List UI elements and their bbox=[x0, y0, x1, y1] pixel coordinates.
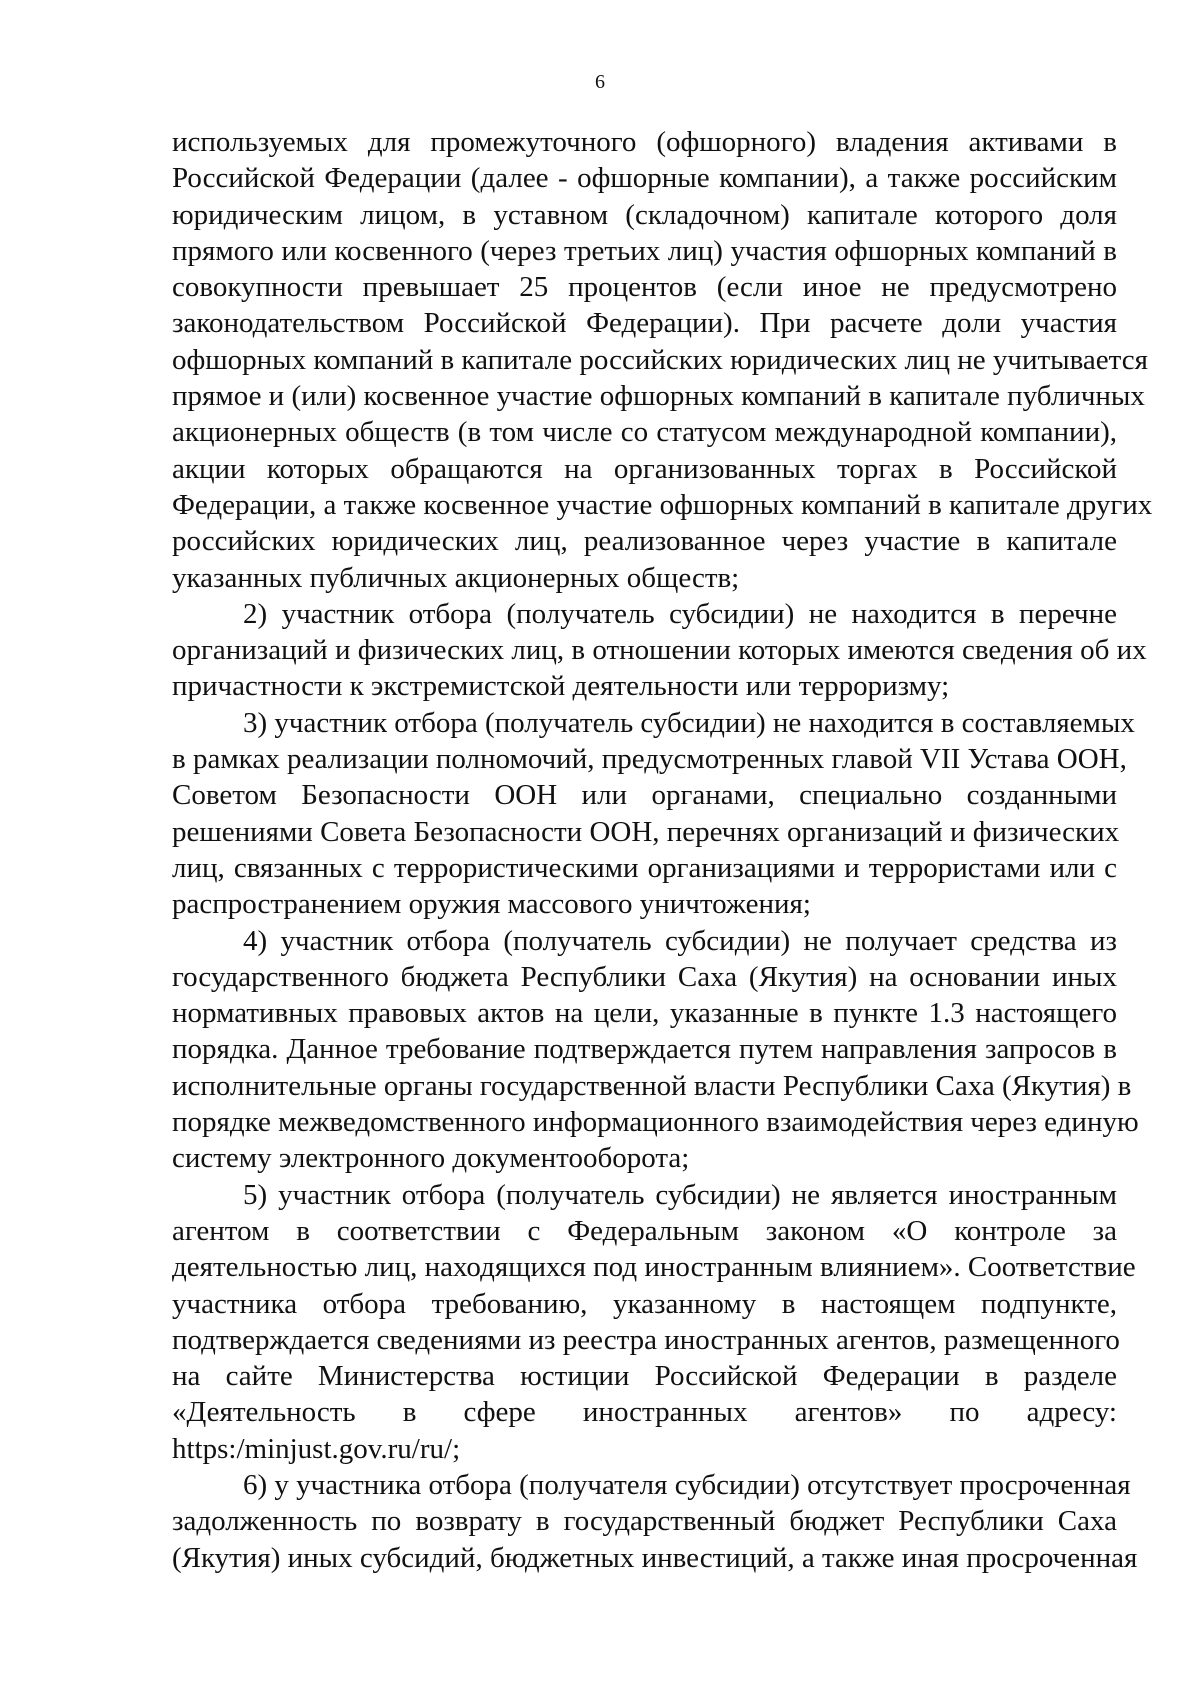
text-line: порядке межведомственного информационного взаимодействия через единую bbox=[172, 1106, 1139, 1139]
text-line: 2) участник отбора (получатель субсидии) не находится в перечне bbox=[243, 597, 1117, 630]
paragraph bbox=[172, 1177, 1136, 1467]
text-line: (Якутия) иных субсидий, бюджетных инвестиций, а также иная просроченная bbox=[172, 1541, 1138, 1574]
document-body bbox=[172, 124, 1153, 1576]
text-line: указанных публичных акционерных обществ; bbox=[172, 561, 740, 594]
text-line: https:/minjust.gov.ru/ru/; bbox=[172, 1432, 461, 1465]
text-line: Советом Безопасности ООН или органами, специально созданными bbox=[172, 779, 1117, 812]
text-line: акции которых обращаются на организованных торгах в Российской bbox=[172, 452, 1117, 485]
page-number: 6 bbox=[595, 71, 605, 93]
text-line: организаций и физических лиц, в отношении которых имеются сведения об их bbox=[172, 634, 1147, 667]
paragraph bbox=[172, 1467, 1138, 1576]
text-line: на сайте Министерства юстиции Российской Федерации в разделе bbox=[172, 1360, 1117, 1393]
text-line: совокупности превышает 25 процентов (если иное не предусмотрено bbox=[172, 271, 1117, 304]
text-line: прямого или косвенного (через третьих лиц) участия офшорных компаний в bbox=[172, 234, 1117, 267]
text-line: государственного бюджета Республики Саха (Якутия) на основании иных bbox=[172, 960, 1117, 993]
text-line: деятельностью лиц, находящихся под иностранным влиянием». Соответствие bbox=[172, 1251, 1136, 1284]
text-line: юридическим лицом, в уставном (складочном) капитале которого доля bbox=[172, 198, 1117, 231]
text-line: «Деятельность в сфере иностранных агентов» по адресу: bbox=[172, 1396, 1117, 1429]
text-line: прямое и (или) косвенное участие офшорных компаний в капитале публичных bbox=[172, 380, 1145, 413]
text-line: в рамках реализации полномочий, предусмотренных главой VII Устава ООН, bbox=[172, 743, 1127, 776]
text-line: нормативных правовых актов на цели, указанные в пункте 1.3 настоящего bbox=[172, 997, 1117, 1030]
paragraph bbox=[172, 596, 1147, 705]
text-line: 4) участник отбора (получатель субсидии) не получает средства из bbox=[243, 924, 1117, 957]
text-line: законодательством Российской Федерации). При расчете доли участия bbox=[172, 307, 1117, 340]
paragraph bbox=[172, 124, 1153, 596]
text-line: акционерных обществ (в том числе со статусом международной компании), bbox=[172, 416, 1117, 449]
text-line: систему электронного документооборота; bbox=[172, 1142, 690, 1175]
text-line: используемых для промежуточного (офшорного) владения активами в bbox=[172, 126, 1117, 158]
text-line: исполнительные органы государственной власти Республики Саха (Якутия) в bbox=[172, 1069, 1132, 1102]
text-line: 5) участник отбора (получатель субсидии) не является иностранным bbox=[243, 1178, 1117, 1211]
text-line: 3) участник отбора (получатель субсидии) не находится в составляемых bbox=[243, 706, 1135, 739]
text-line: Российской Федерации (далее - офшорные компании), а также российским bbox=[172, 162, 1117, 195]
text-line: участника отбора требованию, указанному в настоящем подпункте, bbox=[172, 1287, 1117, 1320]
text-line: причастности к экстремистской деятельности или терроризму; bbox=[172, 670, 950, 703]
text-line: российских юридических лиц, реализованное через участие в капитале bbox=[172, 525, 1117, 558]
text-line: решениями Совета Безопасности ООН, перечнях организаций и физических bbox=[172, 815, 1120, 848]
paragraph bbox=[172, 705, 1135, 923]
text-line: лиц, связанных с террористическими организациями и террористами или с bbox=[172, 851, 1117, 884]
text-line: распространением оружия массового уничтожения; bbox=[172, 888, 811, 921]
text-line: 6) у участника отбора (получателя субсидии) отсутствует просроченная bbox=[243, 1468, 1131, 1501]
text-line: Федерации, а также косвенное участие офшорных компаний в капитале других bbox=[172, 488, 1153, 521]
text-line: порядка. Данное требование подтверждается путем направления запросов в bbox=[172, 1033, 1117, 1066]
text-line: агентом в соответствии с Федеральным законом «О контроле за bbox=[172, 1214, 1117, 1247]
text-line: задолженность по возврату в государственный бюджет Республики Саха bbox=[172, 1505, 1117, 1538]
paragraph bbox=[172, 923, 1139, 1177]
text-line: офшорных компаний в капитале российских юридических лиц не учитывается bbox=[172, 343, 1148, 376]
text-line: подтверждается сведениями из реестра иностранных агентов, размещенного bbox=[172, 1323, 1120, 1356]
